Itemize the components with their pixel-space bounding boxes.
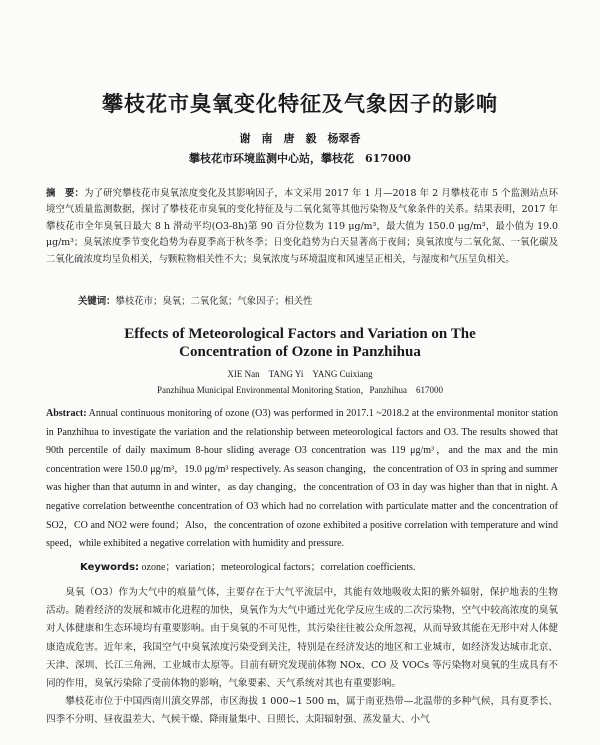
authors-en: XIE Nan TANG Yi YANG Cuixiang (227, 369, 373, 379)
keywords-cn (78, 293, 558, 307)
abstract-cn-label: 摘 要： (46, 188, 85, 199)
title-en-line1: Effects of Meteorological Factors and Variation on The (124, 326, 476, 342)
body-paragraph-1: 臭氧（O3）作为大气中的痕量气体，主要存在于大气平流层中，其能有效地吸收太阳的紫外辐射，保护地表的生物活动。随着经济的发展和城市化进程的加快，臭氧作为大气中通过光化学反应生成的二次污染物，空气中较高浓度的臭氧对人体健康和生态环境均有重要影响。由于臭氧的不可见性，其污染往往被公众所忽视，从而导致其能在无形中对人体健康造成危害。近年来，我国空气中臭氧浓度污染受到关注，特别是在经济发达的地区和工业城市，如经济发达城市北京、天津、深圳、长江三角洲、工业城市太原等。目前有研究发现前体物 NOx、CO 及 VOCs 等污染物对臭氧的生成具有不同的作用，臭氧污染除了受前体物的影响，气象要素、天气系统对其也有重要影响。 (46, 587, 558, 690)
affiliation-cn: 攀枝花市环境监测中心站，攀枝花 617000 (189, 152, 411, 165)
body-paragraph-2: 攀枝花市位于中国西南川滇交界部，市区海拔 1 000~1 500 m，属于南亚热带—北温带的多种气候，具有夏季长、四季不分明、昼夜温差大、气候干燥、降雨量集中、日照长、太阳辐射强、蒸发量大、小气 (46, 696, 558, 726)
abstract-en (46, 405, 558, 554)
keywords-cn-label: 关键词： (78, 296, 116, 307)
title-en-line2: Concentration of Ozone in Panzhihua (179, 344, 421, 360)
affiliation-en: Panzhihua Municipal Environmental Monitoring Station，Panzhihua 617000 (157, 385, 443, 395)
keywords-en (80, 558, 560, 573)
authors-cn: 谢 南 唐 毅 杨翠香 (239, 132, 361, 145)
abstract-cn-text: 为了研究攀枝花市臭氧浓度变化及其影响因子，本文采用 2017 年 1 月—2018 年 2 月攀枝花市 5 个监测站点环境空气质量监测数据，探讨了攀枝花市臭氧的变化特征及与二氧化氮等其他污染物及气象条件的关系。结果表明，2017 年攀枝花市全年臭氧日最大 8 h 滑动平均(O3-8h)第 90 百分位数为 119 μg/m³，最大值为 150.0 μg/m³，最小值为 19.0 μg/m³；臭氧浓度季节变化趋势为春夏季高于秋冬季；日变化趋势为白天显著高于夜间；臭氧浓度与二氧化氮、一氧化碳及二氧化硫浓度均呈负相关，与颗粒物相关性不大；臭氧浓度与环境温度和风速呈正相关，与湿度和气压呈负相关。 (46, 188, 558, 265)
title-cn: 攀枝花市臭氧变化特征及气象因子的影响 (102, 92, 498, 116)
abstract-cn (46, 186, 558, 268)
keywords-cn-text: 攀枝花市；臭氧；二氧化氮；气象因子；相关性 (115, 296, 313, 307)
keywords-en-text: ozone；variation；meteorological factors；correlation coefficients. (141, 562, 416, 573)
abstract-en-label: Abstract: (46, 408, 87, 419)
keywords-en-label: Keywords: (80, 562, 140, 573)
body-text (46, 584, 558, 730)
abstract-en-text: Annual continuous monitoring of ozone (O3) was performed in 2017.1 ~2018.2 at the environmental monitor station in Panzhihua to investigate the variation and the relationship between meteorological factors and O3. The results showed that 90th percentile of daily maximum 8-hour sliding average O3 concentration was 119 μg/m³，and the max and the min concentration were 150.0 μg/m³，19.0 μg/m³ respectively. As season changing，the concentration of O3 in spring and summer was higher than that autumn in and winter，as day changing，the concentration of O3 in day was higher than that in night. A negative correlation betweenthe concentration of O3 which had no correlation with particulate matter and the concentration of SO2，CO and NO2 were found；Also，the concentration of ozone exhibited a positive correlation with temperature and wind speed，while exhibited a negative correlation with humidity and pressure. (46, 408, 559, 550)
title-en (0, 325, 600, 361)
